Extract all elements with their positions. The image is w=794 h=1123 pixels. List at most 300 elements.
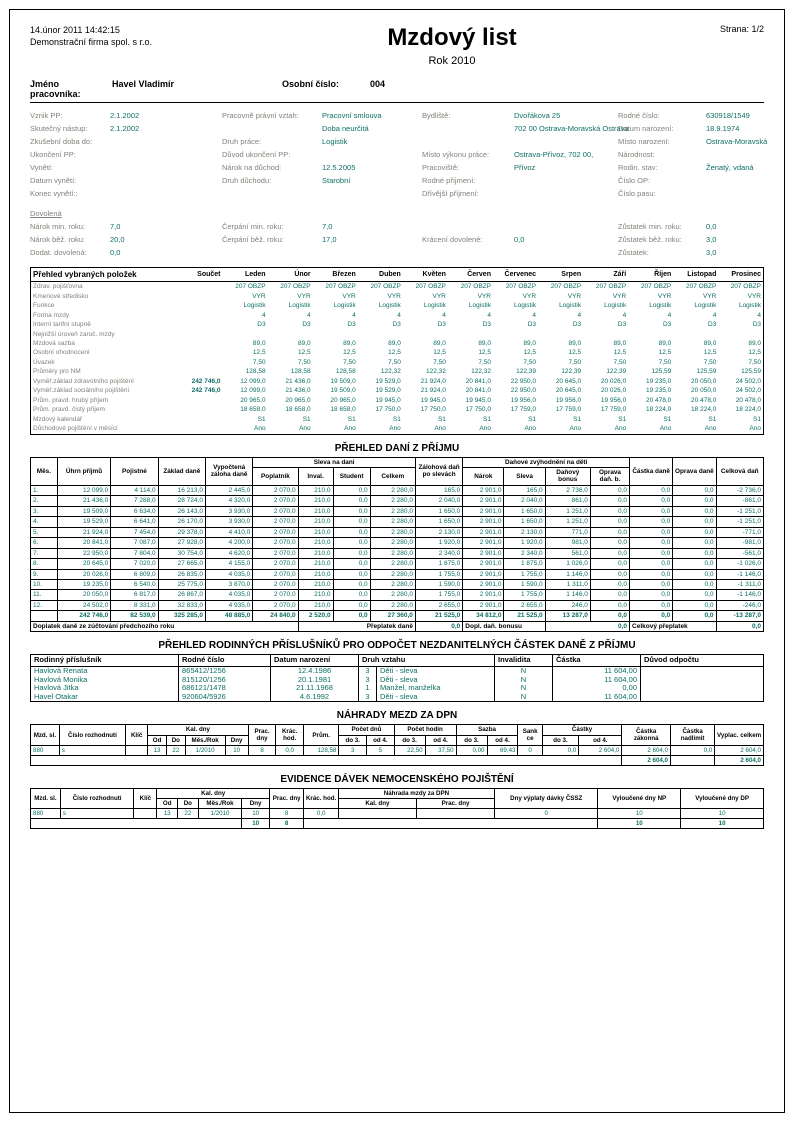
row-sum-value [173,301,223,310]
th-children-group: Daňové zvýhodnění na děti [463,457,630,467]
dpn-row [31,745,764,755]
tax-total-value: 2 520,0 [298,611,333,621]
monthly-row [31,320,764,329]
row-sum-value [173,292,223,301]
month-value: 89,0 [298,340,311,347]
month-column-header: Leden [223,268,268,282]
th-decision-number: Číslo rozhodnutí [60,788,134,808]
month-value: 20 026,0 [600,387,627,395]
month-number: 11. [31,590,58,600]
tax-value: 2 280,0 [370,559,415,569]
month-value: 18 658,0 [285,406,311,414]
family-row [31,666,764,675]
th-reduced-hours: Krác. hod. [276,725,304,745]
tax-row [31,579,764,589]
month-column-header: Prosinec [718,268,763,282]
month-value [268,330,313,339]
monthly-header-row [31,268,764,282]
month-value: S1 [528,415,537,423]
field-label: Ukončení PP: [30,150,76,159]
relation-text: Děti - sleva [377,693,495,702]
tax-total-value: 325 285,0 [158,611,205,621]
month-value: 20 965,0 [240,396,266,404]
tax-value: 26 867,0 [158,590,205,600]
month-value: 4 [532,311,537,319]
month-value: 22 950,0 [510,387,537,395]
tax-value: 2 901,0 [463,485,504,495]
tax-value: 1 875,0 [415,559,462,569]
tax-value: 26 143,0 [158,506,205,516]
row-label: Prům. pravd. čistý příjem [33,406,105,414]
details-row [30,187,764,200]
field-label: Bydliště: [422,111,451,120]
row-sum-value: 242 746,0 [191,377,221,385]
deduction-amount: 0,00 [553,684,641,693]
tax-value: 2 070,0 [253,496,298,506]
evidence-value: 22 [178,809,199,819]
field-label: Místo výkonu práce: [422,150,490,159]
tax-value: 0,0 [673,590,716,600]
field-value [706,148,764,161]
row-sum-value [173,405,223,414]
month-value: 125,59 [696,368,717,376]
tax-value: 30 754,0 [158,548,205,558]
tax-value: 20 050,0 [57,590,111,600]
th-overlimit-amount: Částka nadlimit [671,725,715,745]
deduction-reason [641,676,764,685]
dpn-value: 1/2010 [185,745,225,755]
month-value: 122,32 [380,368,401,376]
month-value: 17 759,0 [510,406,537,414]
month-value: Logistik [378,302,401,310]
month-value: Logistik [333,302,356,310]
member-birth-number: 865412/1256 [179,666,271,675]
th-rate-group: Sazba [456,725,518,735]
month-value: VYR [702,292,717,300]
tax-value: 0,0 [673,496,716,506]
family-section-title: PŘEHLED RODINNÝCH PŘÍSLUŠNÍKŮ PRO ODPOČET NEZDANITELNÝCH ČÁSTEK DANĚ Z PŘÍJMU [158,640,636,652]
tax-value: 2 736,0 [545,485,590,495]
month-value: 20 965,0 [285,396,311,404]
employee-details [30,109,768,200]
month-number: 1. [31,485,58,495]
month-value: 207 OBZP [460,283,491,291]
member-name: Havlová Renata [31,666,179,675]
disability-flag: N [495,684,553,693]
tax-value: 0,0 [673,485,716,495]
row-label: Forma mzdy [33,311,70,319]
tax-value: 3 930,0 [205,506,252,516]
monthly-row [31,311,764,320]
month-value: D3 [392,321,401,329]
th-advance-after: Zálohová daň po slevách [415,457,462,485]
tax-value: 2 280,0 [370,506,415,516]
tax-value: 0,0 [590,559,629,569]
month-value: 4 [667,311,672,319]
field-label: Nárok běž. roku: [30,235,86,244]
month-value: 122,39 [606,368,627,376]
th-hours-count-group: Počet hodin [394,725,456,735]
tax-row [31,548,764,558]
tax-value: -1 146,0 [716,590,764,600]
month-value: D3 [482,321,491,329]
month-value: 12,5 [388,349,401,357]
dpn-value: 0,00 [456,745,487,755]
month-value: 89,0 [252,340,266,347]
deduction-reason [641,666,764,675]
bonus-surcharge-label: Dopl. daň. bonusu [463,621,545,631]
tax-value: 4 155,0 [205,559,252,569]
month-value: 207 OBZP [325,283,356,291]
th-tax-amount: Částka daně [630,457,673,485]
th-tax-correction: Oprava daně [673,457,716,485]
year-label: Rok 2010 [428,55,476,67]
tax-value: 2 070,0 [253,559,298,569]
tax-value: 0,0 [333,548,370,558]
th-deduction-reason: Důvod odpočtu [641,655,764,667]
tax-value: 0,0 [630,590,673,600]
month-value: 207 OBZP [280,283,311,291]
row-sum-value [173,358,223,367]
tax-value: 210,0 [298,485,333,495]
monthly-head [31,268,764,282]
totals-spacer [31,819,242,829]
field-label [222,122,322,135]
field-value [110,174,222,187]
month-value: 7,50 [433,358,446,366]
month-value: 19 956,0 [510,396,537,404]
tax-value: -771,0 [716,527,764,537]
row-label: Funkce [33,302,55,310]
month-value: 24 502,0 [735,387,761,395]
tax-value: 2 901,0 [463,600,504,610]
tax-value: 2 901,0 [463,579,504,589]
month-value [493,330,538,339]
field-label: Rodné číslo: [618,111,660,120]
tax-value: 29 378,0 [158,527,205,537]
field-label: Zkušební doba do: [30,137,93,146]
tax-value: 210,0 [298,506,333,516]
row-label: Prům. pravd. hrubý příjem [33,396,109,404]
tax-value: 2 901,0 [463,496,504,506]
total-overpayment-label: Celkový přeplatek [630,621,716,631]
row-label: Nejnižší úroveň zaruč. mzdy [33,330,115,338]
th-days-count-group: Počet dnů [339,725,394,735]
tax-total-value: 34 812,0 [463,611,504,621]
tax-value: 210,0 [298,579,333,589]
relation-code: 3 [359,676,377,685]
field-value [110,148,222,161]
calendar-days-total: 10 [242,819,270,829]
month-value: 89,0 [388,340,401,347]
month-value: S1 [483,415,491,423]
row-label: Průměry pro NM [33,368,81,376]
evidence-value: s [60,809,134,819]
month-value: 89,0 [433,340,446,347]
tax-value: 19 235,0 [57,579,111,589]
tax-value: 2 280,0 [370,538,415,548]
th-sub: Od [148,735,167,745]
tax-value: 2 280,0 [370,548,415,558]
monthly-row [31,415,764,424]
tax-total-value: 82 539,0 [111,611,158,621]
tax-value: 0,0 [673,579,716,589]
tax-value: -1 251,0 [716,517,764,527]
tax-value: 0,0 [333,485,370,495]
month-value: 12,5 [252,349,266,357]
tax-row [31,527,764,537]
month-column-header: Květen [403,268,448,282]
total-overpayment-value: 0,0 [716,621,764,631]
disability-flag: N [495,666,553,675]
field-label: Národnost: [618,150,655,159]
tax-value: 0,0 [590,506,629,516]
tax-value: 2 040,0 [504,496,545,506]
month-value: Logistik [243,302,266,310]
family-members-table [30,654,764,702]
tax-value: 0,0 [630,538,673,548]
tax-value: 6 817,0 [111,590,158,600]
th-sanction: Sank ce [518,725,542,745]
tax-value: 2 070,0 [253,600,298,610]
tax-value: 3 870,0 [205,579,252,589]
month-value: 12 099,0 [240,387,266,395]
field-label: Rodné příjmení: [422,176,476,185]
dpn-value: 2 604,0 [622,745,671,755]
tax-value: 6 634,0 [111,506,158,516]
th-advance: Vypočtená záloha daně [205,457,252,485]
row-sum-value [173,367,223,376]
field-value [322,246,422,259]
tax-value: 0,0 [590,579,629,589]
field-label: Pracovně právní vztah: [222,111,299,120]
field-label: Pracoviště: [422,163,460,172]
month-value: 19 945,0 [375,396,401,404]
tax-value: 2 901,0 [463,517,504,527]
th-cssz-payment-days: Dny výplaty dávky ČSSZ [495,788,598,808]
field-label: Zůstatek: [618,248,649,257]
family-row [31,693,764,702]
month-value: Ano [434,425,446,433]
month-value: Logistik [288,302,311,310]
member-birth-date: 20.1.1981 [271,676,359,685]
selected-items-table [30,267,764,435]
tax-value: 2 280,0 [370,517,415,527]
month-value: 122,39 [561,368,582,376]
monthly-row [31,377,764,386]
monthly-row [31,330,764,339]
th-sub: od 4. [425,735,456,745]
month-value: Logistik [604,302,627,310]
field-value: 12.5.2005 [322,163,356,172]
month-value [538,330,583,339]
tax-value: 8 331,0 [111,600,158,610]
tax-header-row [31,457,764,467]
th-sub: Daňový bonus [545,468,590,486]
tax-total-value: 0,0 [333,611,370,621]
tax-value: 4 035,0 [205,569,252,579]
tax-value: 0,0 [630,548,673,558]
tax-value: 26 170,0 [158,517,205,527]
month-value: Logistik [649,302,672,310]
field-value [514,187,618,200]
month-value: 125,59 [651,368,672,376]
tax-value: 4 935,0 [205,600,252,610]
tax-value: 2 040,0 [415,496,462,506]
tax-value: 25 775,0 [158,579,205,589]
dpn-value: 3 [339,745,367,755]
row-sum-value [173,396,223,405]
month-value: D3 [752,321,761,329]
month-value: 19 945,0 [465,396,491,404]
field-label: Dřívější příjmení: [422,189,479,198]
month-value: 19 529,0 [375,387,401,395]
month-column-header: Březen [313,268,358,282]
employee-number: 004 [370,79,386,89]
tax-value: 0,0 [590,590,629,600]
tax-value: 4 200,0 [205,538,252,548]
month-value: 20 478,0 [735,396,761,404]
field-value: 702 00 Ostrava-Moravská Ostrava [514,124,629,133]
tax-value: 2 445,0 [205,485,252,495]
tax-value: 0,0 [590,600,629,610]
evidence-section-title: EVIDENCE DÁVEK NEMOCENSKÉHO POJIŠTĚNÍ [280,773,514,785]
month-value: 17 750,0 [465,406,491,414]
tax-value: 0,0 [590,517,629,527]
month-value [718,330,763,339]
month-value [628,330,673,339]
field-value: 3,0 [706,235,717,244]
statutory-total: 2 604,0 [622,755,671,765]
month-value: 128,58 [290,368,311,376]
excluded-dp-total: 10 [681,819,764,829]
month-value: Ano [704,425,717,433]
tax-value: -1 311,0 [716,579,764,589]
tax-value: 1 650,0 [415,506,462,516]
tax-value: 20 841,0 [57,538,111,548]
deduction-amount: 11 604,00 [553,676,641,685]
month-value: VYR [657,292,672,300]
th-working-days: Prac. dny [269,788,303,808]
monthly-row [31,292,764,301]
row-label: Mzdový kalendář [33,415,83,423]
month-value: Ano [479,425,491,433]
dpn-value: 0 [518,745,542,755]
field-label: Nárok min. roku: [30,222,86,231]
dpn-value: 8 [248,745,276,755]
month-value: 20 026,0 [600,377,627,385]
month-value [583,330,628,339]
tax-value: 2 901,0 [463,538,504,548]
month-value: 21 436,0 [285,377,311,385]
month-value: 125,59 [741,368,761,376]
evidence-value: 8 [269,809,303,819]
month-value: 89,0 [703,340,717,347]
monthly-body [31,282,764,435]
field-label: Druh důchodu: [222,176,272,185]
dpn-value: 880 [31,745,60,755]
dpn-value: 128,58 [304,745,339,755]
tax-value: -246,0 [716,600,764,610]
month-value: Ano [389,425,401,433]
month-value: VYR [522,292,537,300]
month-value: 128,58 [245,368,266,376]
th-key: Klíč [134,788,157,808]
month-value: 18 224,0 [691,406,717,414]
month-column-header: Srpen [538,268,583,282]
field-value: 0,0 [514,235,525,244]
month-value: D3 [527,321,537,329]
month-value: 4 [712,311,717,319]
tax-value: 16 213,0 [158,485,205,495]
row-sum-value [173,348,223,357]
tax-value: 0,0 [630,579,673,589]
month-value: 18 658,0 [330,406,356,414]
field-value [514,246,618,259]
month-value: 4 [577,311,582,319]
month-value: 12,5 [613,349,627,357]
tax-value: 1 311,0 [545,579,590,589]
month-value: VYR [432,292,446,300]
dpn-value: 0,0 [671,745,715,755]
tax-value: 2 280,0 [370,579,415,589]
monthly-row [31,367,764,376]
tax-value: 24 502,0 [57,600,111,610]
month-value: 20 050,0 [691,387,717,395]
monthly-row [31,301,764,310]
details-row [30,135,768,148]
tax-total-value: -13 287,0 [716,611,764,621]
field-label: Číslo OP: [618,176,651,185]
month-value [358,330,403,339]
month-value: Logistik [694,302,717,310]
tax-value: 2 130,0 [415,527,462,537]
tax-value: 2 070,0 [253,548,298,558]
field-value: 0,0 [110,248,121,257]
vacation-details [30,220,764,259]
month-value: 12,5 [658,349,672,357]
field-value [514,135,618,148]
th-sub: Kal. dny [338,799,416,809]
member-birth-date: 12.4.1986 [271,666,359,675]
tax-value: 1 251,0 [545,506,590,516]
th-sub: od 4. [487,735,518,745]
month-value: Ano [659,425,672,433]
field-value [514,220,618,233]
th-sub: Měs./Rok [185,735,225,745]
tax-value: 210,0 [298,496,333,506]
field-label [422,220,514,233]
page-number: Strana: 1/2 [719,24,764,34]
sickness-benefits-table [30,788,764,830]
relation-text: Děti - sleva [377,666,495,675]
row-label: Interní tarifní stupně [33,321,91,329]
row-label: Vyměř.základ zdravotního pojištění [33,377,134,385]
tax-value: 26 835,0 [158,569,205,579]
tax-total-value: 27 360,0 [370,611,415,621]
month-value: 4 [442,311,446,319]
details-row [30,148,764,161]
tax-value: 4 320,0 [205,496,252,506]
month-value: 17 759,0 [555,406,582,414]
month-value: 18 658,0 [240,406,266,414]
tax-value: 0,0 [630,506,673,516]
tax-body [31,485,764,632]
deduction-amount: 11 604,00 [553,666,641,675]
th-income: Úhrn příjmů [57,457,111,485]
month-value: 7,50 [658,358,672,366]
evidence-value: 10 [598,809,681,819]
